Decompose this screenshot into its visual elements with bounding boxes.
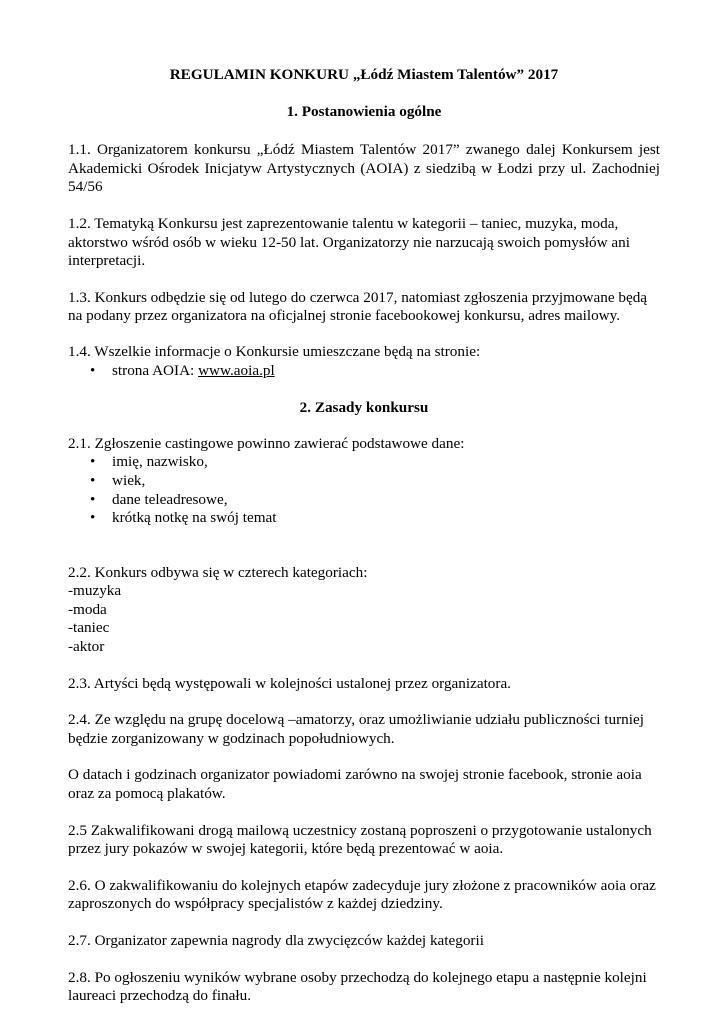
categories-list <box>68 582 660 656</box>
list-item: -taniec <box>68 619 110 637</box>
paragraph-2-6: 2.6. O zakwalifikowaniu do kolejnych etapów zadecyduje jury złożone z pracowników aoia oraz zaproszonych do współpracy specjalistów z każdej dziedziny. <box>68 876 656 913</box>
list-item: • imię, nazwisko, <box>68 453 660 472</box>
paragraph-2-4-dates: O datach i godzinach organizator powiadomi zarówno na swojej stronie facebook, stronie aoia oraz za pomocą plakatów. <box>68 766 642 803</box>
list-item: • krótką notkę na swój temat <box>68 509 660 528</box>
paragraph-1-2: 1.2. Tematyką Konkursu jest zaprezentowanie talentu w kategorii – taniec, muzyka, moda, aktorstwo wśród osób w wieku 12-50 lat. Organizatorzy nie narzucają swoich pomysłów ani interpretacji. <box>68 214 630 270</box>
list-item: • wiek, <box>68 472 660 491</box>
website-label: strona AOIA: <box>112 361 199 379</box>
paragraph-1-4: 1.4. Wszelkie informacje o Konkursie umieszczane będą na stronie: <box>68 342 481 360</box>
paragraph-1-3: 1.3. Konkurs odbędzie się od lutego do czerwca 2017, natomiast zgłoszenia przyjmowane będą na podany przez organizatora na oficjalnej stronie facebookowej konkursu, adres mailowy. <box>68 288 648 325</box>
section-2-heading: 2. Zasady konkursu <box>299 399 429 417</box>
paragraph-2-1: 2.1. Zgłoszenie castingowe powinno zawierać podstawowe dane: <box>68 434 465 452</box>
paragraph-1-1: 1.1. Organizatorem konkursu „Łódź Miastem Talentów 2017” zwanego dalej Konkursem jest Akademicki Ośrodek Inicjatyw Artystycznych (AOIA) z siedzibą w Łodzi przy ul. Zachodniej 54/56 <box>68 141 660 196</box>
list-item: • dane teleadresowe, <box>68 491 660 510</box>
document-title: REGULAMIN KONKURU „Łódź Miastem Talentów” 2017 <box>169 66 559 83</box>
section-1-heading: 1. Postanowienia ogólne <box>286 102 442 120</box>
document-page <box>68 66 660 1006</box>
aoia-website-link[interactable]: www.aoia.pl <box>198 361 275 379</box>
application-data-list <box>68 453 660 527</box>
website-list <box>68 362 660 381</box>
list-item: -muzyka <box>68 582 122 600</box>
paragraph-2-3: 2.3. Artyści będą występowali w kolejności ustalonej przez organizatora. <box>68 674 511 692</box>
paragraph-2-5: 2.5 Zakwalifikowani drogą mailową uczestnicy zostaną poproszeni o przygotowanie ustalonych przez jury pokazów w swojej kategorii, które będą prezentować w aoia. <box>68 821 652 858</box>
paragraph-2-2: 2.2. Konkurs odbywa się w czterech kategoriach: <box>68 563 368 581</box>
list-item: -moda <box>68 600 107 618</box>
paragraph-2-8: 2.8. Po ogłoszeniu wyników wybrane osoby przechodzą do kolejnego etapu a następnie kolejni laureaci przechodzą do finału. <box>68 968 647 1005</box>
paragraph-2-7: 2.7. Organizator zapewnia nagrody dla zwycięzców każdej kategorii <box>68 932 484 949</box>
list-item <box>68 362 660 381</box>
paragraph-2-4: 2.4. Ze względu na grupę docelową –amatorzy, oraz umożliwianie udziału publiczności turniej będzie zorganizowany w godzinach popołudniowych. <box>68 711 644 747</box>
list-item: -aktor <box>68 638 105 656</box>
